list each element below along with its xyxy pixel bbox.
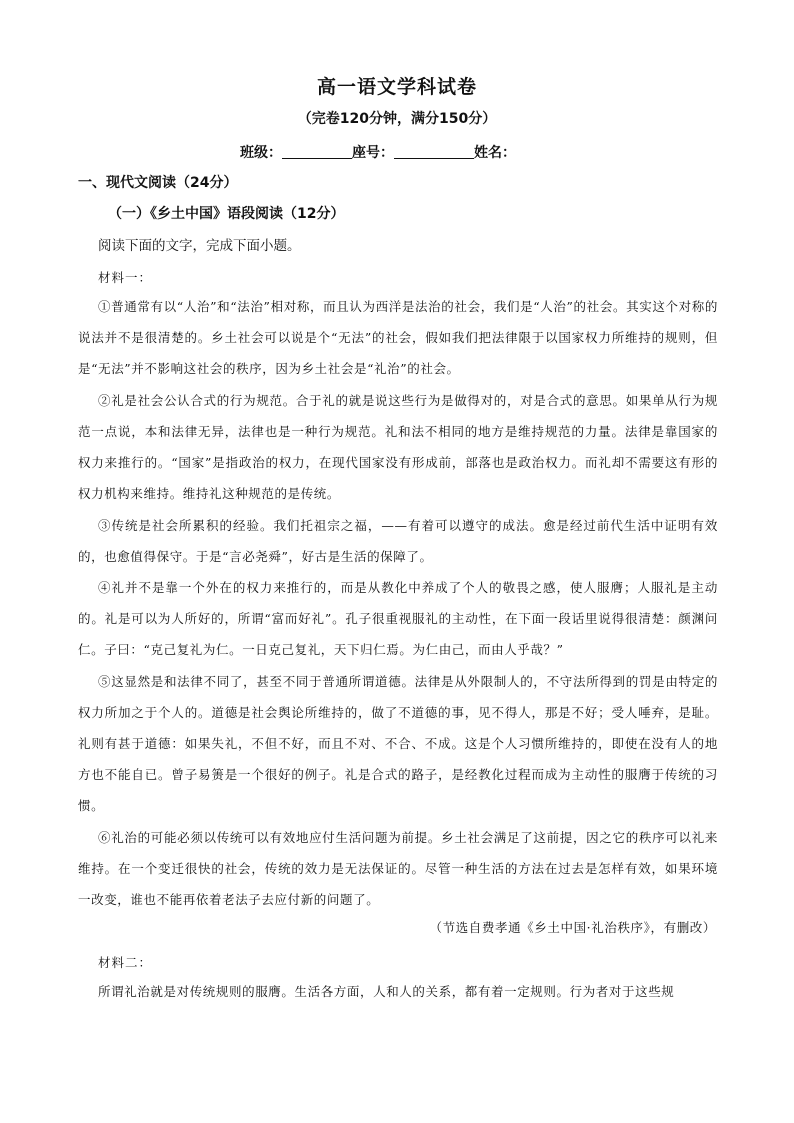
seat-label: 座号： xyxy=(352,145,394,161)
class-label: 班级： xyxy=(240,145,282,161)
material-one-paragraph: ①普通常有以“人治”和“法治”相对称，而且认为西洋是法治的社会，我们是“人治”的社会。其实这个对称的说法并不是很清楚的。乡土社会可以说是个“无法”的社会，假如我们把法律限于以国家权力所维持的规则，但是“无法”并不影响这社会的秩序，因为乡土社会是“礼治”的社会。 xyxy=(78,299,718,376)
student-info-line xyxy=(240,142,580,162)
exam-title: 高一语文学科试卷 xyxy=(316,76,477,98)
seat-blank-field[interactable] xyxy=(394,144,474,159)
material-one-paragraph: ⑥礼治的可能必须以传统可以有效地应付生活问题为前提。乡土社会满足了这前提，因之它的秩序可以礼来维持。在一个变迁很快的社会，传统的效力是无法保证的。尽管一种生活的方法在过去是怎样有效，如果环境一改变，谁也不能再依着老法子去应付新的问题了。 xyxy=(78,830,718,907)
material-one-paragraph: ②礼是社会公认合式的行为规范。合于礼的就是说这些行为是做得对的，对是合式的意思。如果单从行为规范一点说，本和法律无异，法律也是一种行为规范。礼和法不相同的地方是维持规范的力量。法律是靠国家的权力来推行的。“国家”是指政治的权力，在现代国家没有形成前，部落也是政治权力。而礼却不需要这有形的权力机构来维持。维持礼这种规范的是传统。 xyxy=(78,393,718,501)
name-label: 姓名： xyxy=(474,145,516,161)
exam-subtitle: （完卷120分钟，满分150分） xyxy=(297,111,497,127)
class-blank-field[interactable] xyxy=(282,144,352,159)
section-heading: 一、现代文阅读（24分） xyxy=(78,175,238,191)
material-two-paragraph: 所谓礼治就是对传统规则的服膺。生活各方面，人和人的关系，都有着一定规则。行为者对于这些规 xyxy=(98,984,675,999)
material-one-paragraph: ③传统是社会所累积的经验。我们托祖宗之福，——有着可以遵守的成法。愈是经过前代生活中证明有效的，也愈值得保守。于是“言必尧舜”，好古是生活的保障了。 xyxy=(78,518,718,564)
reading-instruction: 阅读下面的文字，完成下面小题。 xyxy=(98,238,301,254)
sub-heading: （一）《乡土中国》语段阅读（12分） xyxy=(108,206,345,222)
material-one-paragraph: ⑤这显然是和法律不同了，甚至不同于普通所谓道德。法律是从外限制人的，不守法所得到的罚是由特定的权力所加之于个人的。道德是社会舆论所维持的，做了不道德的事，见不得人，那是不好；受人唾弃，是耻。礼则有甚于道德：如果失礼，不但不好，而且不对、不合、不成。这是个人习惯所维持的，即使在没有人的地方也不能自已。曾子易箦是一个很好的例子。礼是合式的路子，是经教化过程而成为主动性的服膺于传统的习惯。 xyxy=(78,674,718,813)
material-one-paragraph: ④礼并不是靠一个外在的权力来推行的，而是从教化中养成了个人的敬畏之感，使人服膺；人服礼是主动的。礼是可以为人所好的，所谓“富而好礼”。孔子很重视服礼的主动性，在下面一段话里说得很清楚：颜渊问仁。子曰：“克己复礼为仁。一日克己复礼，天下归仁焉。为仁由己，而由人乎哉？” xyxy=(78,580,718,657)
material-one-source: （节选自费孝通《乡土中国·礼治秩序》，有删改） xyxy=(429,920,716,935)
material-two-label: 材料二： xyxy=(98,955,153,970)
material-one-label: 材料一： xyxy=(98,270,153,285)
